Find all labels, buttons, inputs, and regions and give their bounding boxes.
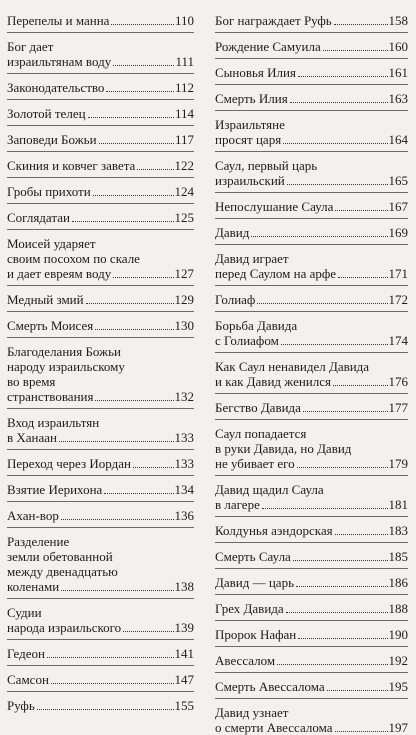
toc-entry-last-line xyxy=(7,646,194,661)
toc-entry xyxy=(215,482,408,512)
toc-entry-last-line xyxy=(7,482,194,497)
entry-divider xyxy=(7,501,194,502)
entry-divider xyxy=(7,177,194,178)
toc-entry-last-line xyxy=(7,132,194,147)
toc-page-number: 160 xyxy=(388,39,408,54)
toc-entry-title-line: Бог дает xyxy=(7,39,54,54)
toc-entry-last-line xyxy=(215,497,408,512)
toc-entry xyxy=(215,575,408,590)
entry-divider xyxy=(7,311,194,312)
entry-divider xyxy=(215,594,408,595)
toc-page-number: 155 xyxy=(174,698,194,713)
toc-entry-title-line: Вход израильтян xyxy=(7,415,100,430)
dot-leader xyxy=(86,303,174,304)
toc-entry xyxy=(7,482,194,497)
toc-entry-title-line: и как Давид женился xyxy=(215,374,331,389)
dot-leader xyxy=(59,441,173,442)
toc-entry-last-line xyxy=(7,430,194,445)
toc-page-number: 169 xyxy=(388,225,408,240)
toc-page-number: 129 xyxy=(174,292,194,307)
toc-entry-last-line xyxy=(215,523,408,538)
toc-entry-last-line xyxy=(215,39,408,54)
entry-divider xyxy=(215,475,408,476)
entry-divider xyxy=(215,542,408,543)
toc-entry-last-line xyxy=(7,318,194,333)
toc-entry xyxy=(215,199,408,214)
toc-page-number: 110 xyxy=(174,13,194,28)
toc-entry-title-line: Судии xyxy=(7,605,42,620)
toc-entry xyxy=(215,65,408,80)
toc-entry-title-line: Перепелы и манна xyxy=(7,13,110,28)
toc-column-left xyxy=(7,13,194,713)
toc-entry-title-line: Давид xyxy=(215,225,250,240)
entry-divider xyxy=(215,393,408,394)
dot-leader xyxy=(335,731,388,732)
entry-divider xyxy=(7,229,194,230)
entry-divider xyxy=(215,244,408,245)
dot-leader xyxy=(111,24,174,25)
toc-entry-title-line: земли обетованной xyxy=(7,549,113,564)
dot-leader xyxy=(290,102,388,103)
dot-leader xyxy=(323,50,388,51)
dot-leader xyxy=(334,24,388,25)
dot-leader xyxy=(72,221,174,222)
entry-divider xyxy=(7,73,194,74)
toc-entry-title-line: в руки Давида, но Давид xyxy=(215,441,352,456)
toc-entry xyxy=(7,318,194,333)
toc-entry xyxy=(215,601,408,616)
dot-leader xyxy=(286,612,388,613)
toc-page-number: 134 xyxy=(174,482,194,497)
toc-entry-last-line xyxy=(215,173,408,188)
entry-divider xyxy=(215,151,408,152)
toc-entry-title-line: и дает евреям воду xyxy=(7,266,112,281)
toc-entry-last-line xyxy=(215,333,408,348)
toc-entry-last-line xyxy=(215,575,408,590)
dot-leader xyxy=(298,638,387,639)
dot-leader xyxy=(133,467,174,468)
dot-leader xyxy=(335,534,388,535)
toc-entry xyxy=(7,456,194,471)
toc-page-number: 192 xyxy=(388,653,408,668)
toc-entry-last-line xyxy=(7,54,194,69)
toc-entry-title-line: в Ханаан xyxy=(7,430,58,445)
toc-page-number: 181 xyxy=(388,497,408,512)
toc-entry-last-line xyxy=(215,627,408,642)
toc-entry xyxy=(7,344,194,404)
dot-leader xyxy=(287,184,388,185)
entry-divider xyxy=(215,84,408,85)
toc-page-number: 133 xyxy=(174,456,194,471)
toc-page-number: 114 xyxy=(174,106,194,121)
toc-entry-title-line: Смерть Моисея xyxy=(7,318,94,333)
dot-leader xyxy=(37,709,174,710)
toc-entry-title-line: Борьба Давида xyxy=(215,318,298,333)
toc-entry-last-line xyxy=(215,199,408,214)
toc-entry-last-line xyxy=(7,210,194,225)
dot-leader xyxy=(283,143,387,144)
entry-divider xyxy=(215,620,408,621)
toc-entry-title-line: Самсон xyxy=(7,672,49,687)
toc-entry-last-line xyxy=(7,184,194,199)
toc-entry-title-line: Соглядатаи xyxy=(7,210,70,225)
toc-entry xyxy=(215,318,408,348)
toc-entry-title-line: израильский xyxy=(215,173,285,188)
toc-entry-title-line: о смерти Авессалома xyxy=(215,720,333,735)
toc-entry-title-line: Голиаф xyxy=(215,292,256,307)
toc-entry-title-line: Как Саул ненавидел Давида xyxy=(215,359,370,374)
toc-entry-title-line: Заповеди Божьи xyxy=(7,132,97,147)
toc-page-number: 147 xyxy=(174,672,194,687)
toc-page-number: 163 xyxy=(388,91,408,106)
toc-page-number: 132 xyxy=(174,389,194,404)
toc-page-number: 186 xyxy=(388,575,408,590)
toc-entry-title-line: перед Саулом на арфе xyxy=(215,266,337,281)
toc-entry-title-line: коленами xyxy=(7,579,60,594)
toc-page-number: 183 xyxy=(388,523,408,538)
toc-entry-last-line xyxy=(7,620,194,635)
entry-divider xyxy=(215,672,408,673)
toc-entry xyxy=(7,646,194,661)
entry-divider xyxy=(215,646,408,647)
toc-entry xyxy=(215,679,408,694)
toc-entry-last-line xyxy=(7,579,194,594)
toc-entry-title-line: Грех Давида xyxy=(215,601,284,616)
toc-entry-last-line xyxy=(7,508,194,523)
toc-entry-last-line xyxy=(215,679,408,694)
toc-entry-last-line xyxy=(215,653,408,668)
entry-divider xyxy=(215,110,408,111)
toc-entry-last-line xyxy=(7,106,194,121)
toc-page-number: 176 xyxy=(388,374,408,389)
toc-entry xyxy=(215,117,408,147)
toc-entry xyxy=(215,653,408,668)
toc-entry-title-line: Законодательство xyxy=(7,80,105,95)
dot-leader xyxy=(113,277,173,278)
toc-entry xyxy=(215,292,408,307)
toc-page-number: 195 xyxy=(388,679,408,694)
toc-page-number: 117 xyxy=(174,132,194,147)
toc-entry xyxy=(7,132,194,147)
dot-leader xyxy=(333,385,388,386)
toc-entry xyxy=(7,534,194,594)
dot-leader xyxy=(335,210,387,211)
dot-leader xyxy=(51,683,174,684)
toc-entry xyxy=(7,508,194,523)
toc-page-number: 125 xyxy=(174,210,194,225)
toc-entry xyxy=(7,672,194,687)
entry-divider xyxy=(7,125,194,126)
toc-entry-title-line: народу израильскому xyxy=(7,359,125,374)
toc-entry-last-line xyxy=(215,720,408,735)
toc-entry-title-line: Смерть Саула xyxy=(215,549,291,564)
toc-entry-last-line xyxy=(215,549,408,564)
toc-entry-title-line: Бог награждает Руфь xyxy=(215,13,332,28)
toc-entry-last-line xyxy=(7,389,194,404)
entry-divider xyxy=(215,58,408,59)
toc-page-number: 174 xyxy=(388,333,408,348)
toc-entry-title-line: во время xyxy=(7,374,56,389)
toc-page-number: 112 xyxy=(174,80,194,95)
toc-page-number: 124 xyxy=(174,184,194,199)
toc-entry xyxy=(215,705,408,735)
toc-entry-title-line: странствования xyxy=(7,389,94,404)
dot-leader xyxy=(93,195,174,196)
toc-page-number: 172 xyxy=(388,292,408,307)
entry-divider xyxy=(7,449,194,450)
toc-page-number: 161 xyxy=(388,65,408,80)
entry-divider xyxy=(215,285,408,286)
toc-page-number: 185 xyxy=(388,549,408,564)
dot-leader xyxy=(99,143,174,144)
toc-page-number: 136 xyxy=(174,508,194,523)
toc-page-number: 127 xyxy=(174,266,194,281)
toc-entry-title-line: Саул, первый царь xyxy=(215,158,318,173)
toc-entry xyxy=(7,39,194,69)
toc-entry xyxy=(7,184,194,199)
toc-entry-title-line: между двенадцатью xyxy=(7,564,118,579)
toc-entry-last-line xyxy=(215,13,408,28)
toc-entry xyxy=(215,523,408,538)
toc-entry-last-line xyxy=(215,374,408,389)
toc-entry xyxy=(7,236,194,281)
toc-page-number: 167 xyxy=(388,199,408,214)
toc-entry-title-line: Скиния и ковчег завета xyxy=(7,158,136,173)
toc-entry xyxy=(215,549,408,564)
toc-entry-last-line xyxy=(215,456,408,471)
toc-entry-last-line xyxy=(7,672,194,687)
toc-entry-last-line xyxy=(215,132,408,147)
entry-divider xyxy=(215,698,408,699)
dot-leader xyxy=(113,65,174,66)
entry-divider xyxy=(7,203,194,204)
toc-entry-last-line xyxy=(215,65,408,80)
toc-entry-last-line xyxy=(215,292,408,307)
toc-entry-title-line: Давид узнает xyxy=(215,705,289,720)
dot-leader xyxy=(95,400,173,401)
toc-entry-title-line: Медный змий xyxy=(7,292,84,307)
toc-entry-title-line: своим посохом по скале xyxy=(7,251,140,266)
toc-entry-title-line: Саул попадается xyxy=(215,426,307,441)
toc-entry-last-line xyxy=(7,698,194,713)
toc-entry-title-line: Разделение xyxy=(7,534,70,549)
toc-page-number: 197 xyxy=(388,720,408,735)
entry-divider xyxy=(7,337,194,338)
entry-divider xyxy=(7,598,194,599)
toc-entry-title-line: Авессалом xyxy=(215,653,276,668)
dot-leader xyxy=(303,411,388,412)
toc-page-number: 133 xyxy=(174,430,194,445)
toc-entry-title-line: Смерть Авессалома xyxy=(215,679,325,694)
toc-entry-title-line: Взятие Иерихона xyxy=(7,482,103,497)
toc-entry-title-line: Смерть Илия xyxy=(215,91,288,106)
toc-entry-title-line: Непослушание Саула xyxy=(215,199,334,214)
toc-entry-last-line xyxy=(215,225,408,240)
toc-entry-last-line xyxy=(7,80,194,95)
toc-entry-last-line xyxy=(7,456,194,471)
toc-entry-title-line: Пророк Нафан xyxy=(215,627,297,642)
toc-entry xyxy=(7,292,194,307)
dot-leader xyxy=(281,344,388,345)
dot-leader xyxy=(293,560,388,561)
entry-divider xyxy=(7,691,194,692)
toc-entry xyxy=(7,80,194,95)
toc-entry-title-line: Переход через Иордан xyxy=(7,456,131,471)
entry-divider xyxy=(7,151,194,152)
entry-divider xyxy=(215,516,408,517)
entry-divider xyxy=(215,32,408,33)
toc-page-number: 138 xyxy=(174,579,194,594)
toc-entry-last-line xyxy=(7,266,194,281)
dot-leader xyxy=(338,277,387,278)
toc-entry-title-line: Моисей ударяет xyxy=(7,236,96,251)
toc-entry-title-line: Рождение Самуила xyxy=(215,39,321,54)
toc-entry-title-line: Гробы прихоти xyxy=(7,184,91,199)
toc-entry-last-line xyxy=(7,158,194,173)
toc-entry xyxy=(215,400,408,415)
toc-entry xyxy=(215,426,408,471)
toc-entry-title-line: Давид — царь xyxy=(215,575,295,590)
toc-entry-title-line: Руфь xyxy=(7,698,35,713)
toc-entry-title-line: в лагере xyxy=(215,497,260,512)
toc-entry-last-line xyxy=(215,601,408,616)
dot-leader xyxy=(137,169,173,170)
toc-entry-last-line xyxy=(215,400,408,415)
dot-leader xyxy=(61,519,174,520)
entry-divider xyxy=(7,639,194,640)
toc-entry xyxy=(7,210,194,225)
entry-divider xyxy=(7,32,194,33)
entry-divider xyxy=(215,352,408,353)
toc-entry xyxy=(7,605,194,635)
toc-page-number: 141 xyxy=(174,646,194,661)
toc-entry xyxy=(7,106,194,121)
toc-page-number: 188 xyxy=(388,601,408,616)
dot-leader xyxy=(327,690,388,691)
toc-page-number: 164 xyxy=(388,132,408,147)
dot-leader xyxy=(88,117,174,118)
toc-page-number: 179 xyxy=(388,456,408,471)
toc-entry xyxy=(7,415,194,445)
toc-entry-title-line: Давид играет xyxy=(215,251,289,266)
toc-entry-title-line: с Голиафом xyxy=(215,333,279,348)
toc-page-number: 171 xyxy=(388,266,408,281)
toc-entry xyxy=(215,627,408,642)
toc-page-number: 122 xyxy=(174,158,194,173)
dot-leader xyxy=(123,631,173,632)
toc-entry-last-line xyxy=(215,91,408,106)
toc-entry xyxy=(7,698,194,713)
toc-column-right xyxy=(215,13,408,735)
toc-entry-title-line: Давид щадил Саула xyxy=(215,482,324,497)
entry-divider xyxy=(215,311,408,312)
toc-entry-title-line: народа израильского xyxy=(7,620,122,635)
toc-entry-last-line xyxy=(215,266,408,281)
toc-entry-title-line: Сыновья Илия xyxy=(215,65,296,80)
entry-divider xyxy=(215,218,408,219)
toc-page-number: 177 xyxy=(388,400,408,415)
toc-entry-title-line: просят царя xyxy=(215,132,282,147)
toc-entry xyxy=(215,91,408,106)
dot-leader xyxy=(106,91,174,92)
dot-leader xyxy=(61,590,173,591)
dot-leader xyxy=(298,76,388,77)
toc-page-number: 165 xyxy=(388,173,408,188)
toc-entry-title-line: Бегство Давида xyxy=(215,400,301,415)
toc-page-number: 158 xyxy=(388,13,408,28)
toc-page-number: 190 xyxy=(388,627,408,642)
dot-leader xyxy=(257,303,387,304)
dot-leader xyxy=(277,664,387,665)
toc-entry-last-line xyxy=(7,292,194,307)
dot-leader xyxy=(104,493,173,494)
entry-divider xyxy=(215,419,408,420)
dot-leader xyxy=(95,329,173,330)
entry-divider xyxy=(7,285,194,286)
dot-leader xyxy=(297,467,388,468)
toc-entry xyxy=(7,13,194,28)
toc-page-number: 111 xyxy=(175,54,194,69)
toc-entry xyxy=(215,359,408,389)
entry-divider xyxy=(7,527,194,528)
entry-divider xyxy=(7,408,194,409)
toc-entry-title-line: Гедеон xyxy=(7,646,45,661)
dot-leader xyxy=(296,586,387,587)
toc-entry-last-line xyxy=(7,13,194,28)
toc-entry-title-line: Ахан-вор xyxy=(7,508,59,523)
toc-entry xyxy=(215,158,408,188)
toc-entry xyxy=(215,39,408,54)
toc-entry xyxy=(7,158,194,173)
entry-divider xyxy=(7,665,194,666)
toc-entry xyxy=(215,13,408,28)
toc-page-number: 139 xyxy=(174,620,194,635)
dot-leader xyxy=(251,236,387,237)
toc-entry-title-line: Израильтяне xyxy=(215,117,285,132)
toc-entry xyxy=(215,251,408,281)
dot-leader xyxy=(262,508,388,509)
toc-entry-title-line: Колдунья аэндорская xyxy=(215,523,333,538)
toc-entry-title-line: не убивает его xyxy=(215,456,295,471)
entry-divider xyxy=(215,568,408,569)
entry-divider xyxy=(7,475,194,476)
toc-entry xyxy=(215,225,408,240)
toc-entry-title-line: Золотой телец xyxy=(7,106,86,121)
entry-divider xyxy=(215,192,408,193)
toc-entry-title-line: израильтянам воду xyxy=(7,54,112,69)
entry-divider xyxy=(7,99,194,100)
dot-leader xyxy=(47,657,174,658)
toc-entry-title-line: Благоделания Божьи xyxy=(7,344,121,359)
toc-page-number: 130 xyxy=(174,318,194,333)
